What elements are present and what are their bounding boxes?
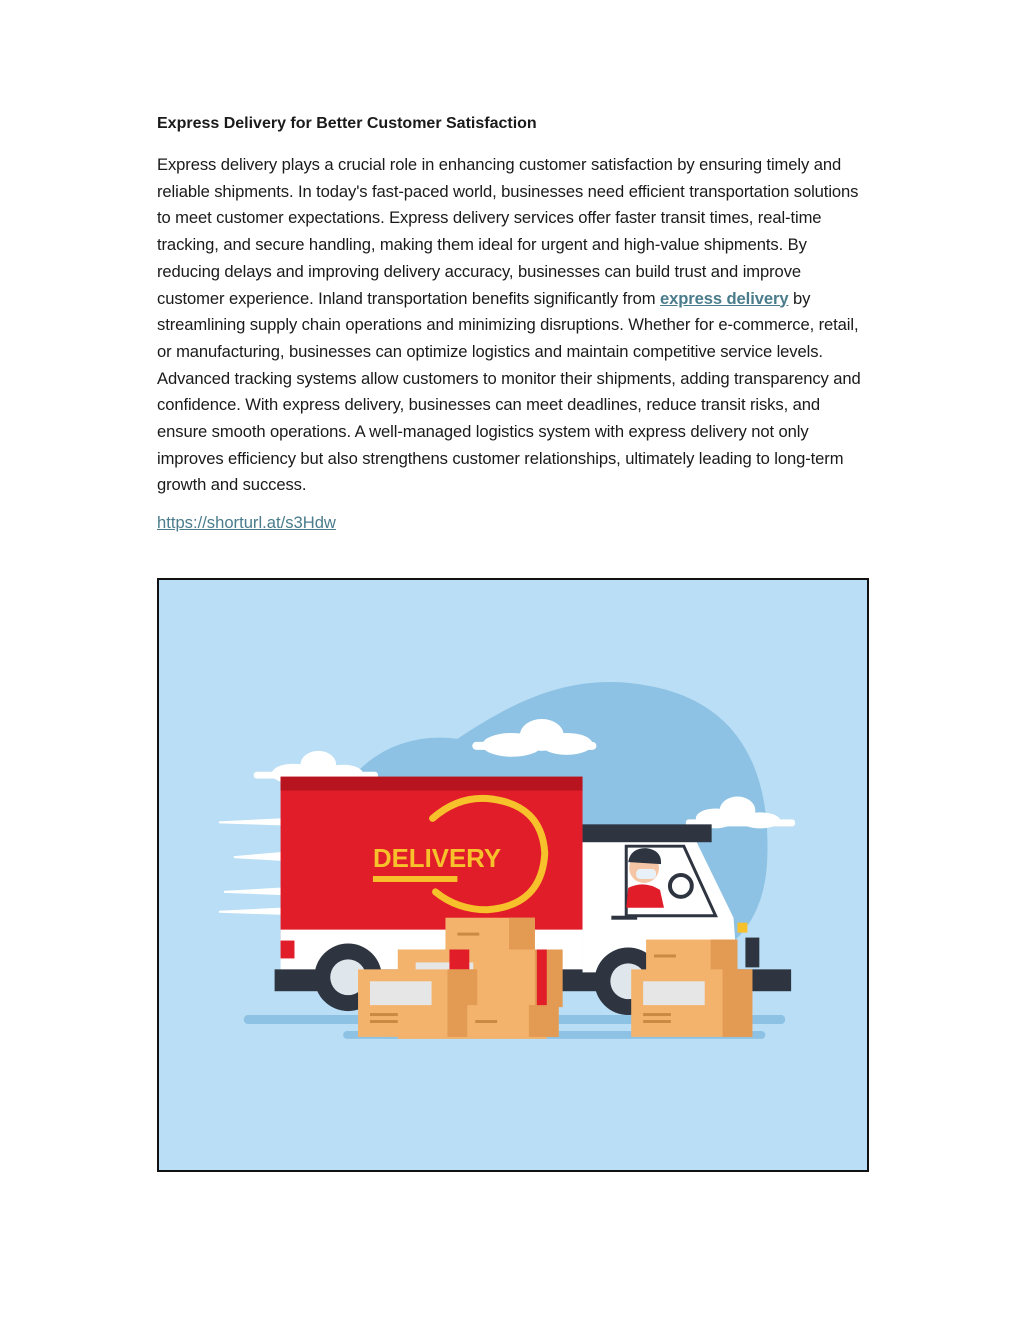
paragraph-text-after-link: by streamlining supply chain operations and minimizing disruptions. Whether for e-commerce, retail, or manufacturing, businesses can optimize logistics and maintain competitive service levels. Advanced tracking systems allow customers to monitor their shipments, adding transparency and confidence. With express delivery, businesses can meet deadlines, reduce transit risks, and ensure smooth operations. A well-managed logistics system with express delivery not only improves efficiency but also strengthens customer relationships, ultimately leading to long-term growth and success. xyxy=(157,288,861,495)
document-body xyxy=(157,112,872,535)
document-title: Express Delivery for Better Customer Satisfaction xyxy=(157,115,537,132)
express-delivery-link[interactable]: express delivery xyxy=(659,288,789,308)
paragraph-text-before-link: Express delivery plays a crucial role in enhancing customer satisfaction by ensuring timely and reliable shipments. In today's fast-paced world, businesses need efficient transportation solutions to meet customer expectations. Express delivery services offer faster transit times, real-time tracking, and secure handling, making them ideal for urgent and high-value shipments. By reducing delays and improving delivery accuracy, businesses can build trust and improve customer experience. Inland transportation benefits significantly from xyxy=(157,155,859,308)
shorturl-link[interactable]: https://shorturl.at/s3Hdw xyxy=(157,513,336,533)
document-paragraph xyxy=(157,152,872,499)
truck-label: DELIVERY xyxy=(372,845,502,874)
delivery-truck-illustration xyxy=(157,578,869,1172)
truck-illustration-svg xyxy=(159,580,867,1170)
